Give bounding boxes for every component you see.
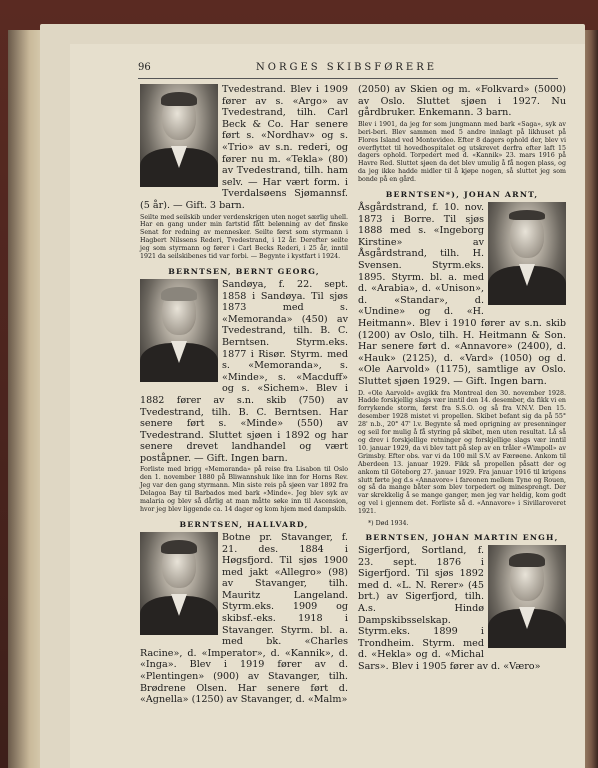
portrait-photo bbox=[140, 532, 218, 635]
entry-heading: BERNTSEN, HALLVARD, bbox=[179, 519, 309, 529]
entry-text: Åsgårdstrand, f. 10. nov. 1873 i Borre. Til sjøs 1888 med s. «Ingeborg Kirstine» av Åsgårdstrand, tilh. H. Svensen. Styrm.eks. 1895. Styrm. bl. a. med d. «Arabia», d. «Unison», d. «Standar», d. «Undine» og d. «H. Heitmann». Blev i 1910 fører av s.n. skib (1200) av Oslo, tilh. H. Heitmann & Son. Har senere ført d. «Annavore» (2400), d. «Hauk» (2125), d. «Vard» (1050) og d. «Ole Aarvold» (1175), samtlige av Oslo. Sluttet sjøen 1929. — Gift. Ingen barn. bbox=[358, 202, 566, 387]
portrait-photo bbox=[488, 545, 566, 648]
running-title: NORGES SKIBSFØRERE bbox=[256, 62, 438, 73]
entry-note: Seilte med seilskib under verdenskrigen uten noget særlig uhell. Har en gang under min fartstid fått belønning av det finske Senat for redning av mennesker. Seilte først som styrmann i Hagbert Nilssens Rederi, Tvedestrand, i 12 år. Derefter seilte jeg som styrmann og fører i Carl Becks Rederi, i 25 år, inntil 1921 da seilskibenes tid var forbi. — Begynte i kystfart i 1924. bbox=[140, 213, 348, 261]
portrait-photo bbox=[488, 202, 566, 305]
entry-note: Forliste med brigg «Memoranda» på reise fra Lisabon til Oslo den 1. november 1880 på Bliwannshuk like inn for Horns Rev. Jeg var den gang styrmann. Min siste reis på sjøen var 1892 fra Delagoa Bay til Barbados med bark «Minde». Jeg blev syk av malaria og blev så dårlig at man måtte søke inn til Ascension, hvor jeg blev liggende ca. 14 dager og kom hjem med dampskib. bbox=[140, 466, 348, 513]
page-header bbox=[138, 62, 558, 78]
entry-text: Tvedestrand. Blev i 1909 fører av s. «Argo» av Tvedestrand, tilh. Carl Beck & Co. Har senere ført s. «Nordhav» og s. «Trio» av s.n. rederi, og fører nu m. «Tekla» (80) av Tvedestrand, tilh. ham selv. — Har vært form. i Tverdalsøens Sjømannsf. (5 år). — Gift. 3 barn. bbox=[140, 84, 348, 211]
portrait-photo bbox=[140, 84, 218, 187]
header-rule bbox=[138, 78, 558, 79]
entry-note: Blev i 1901, da jeg for som jungmann med bark «Saga», syk av beri-beri. Blev sammen med 5 andre innlagt på likhuset på Flores Island ved Montevideo. Efter 8 dagers ophold der, blev vi overflyttet til hovedhospitalet og utskrevet derfra efter laft 15 dagers ophold. Torpedert med d. «Kannik» 23. mars 1916 på Havre Red. Sluttet sjøen da det blev umulig å få nogen plass, og da jeg ikke hadde midler til å kjøpe nogen, så sluttet jeg som bonde på en gård. bbox=[358, 120, 566, 184]
entry-text: Botne pr. Stavanger, f. 21. des. 1884 i Høgsfjord. Til sjøs 1900 med jakt «Allegro» (98) av Stavanger, tilh. Mauritz Langeland. Styrm.eks. 1909 og skibsf.-eks. 1918 i Stavanger. Styrm. bl. a. med bk. «Charles Racine», d. «Imperator», d. «Kannik», d. «Inga». Blev i 1919 fører av d. «Plentingen» (900) av Stavanger, tilh. Brødrene Olsen. Har senere ført d. «Agnella» (1250) av Stavanger, d. «Malm» bbox=[140, 531, 348, 706]
left-column bbox=[140, 84, 348, 706]
entry-heading: BERNTSEN, BERNT GEORG, bbox=[168, 266, 320, 276]
entry-heading: BERNTSEN*), JOHAN ARNT, bbox=[385, 190, 539, 200]
entry-heading: BERNTSEN, JOHAN MARTIN ENGH, bbox=[365, 533, 559, 543]
entry-note: D. «Ole Aarvold» avgikk fra Montreal den 30. november 1928. Hadde forskjellig slags vær inntil den 14. desember, da fikk vi en forrykende storm, først fra S.S.O. og så fra V.N.V. Den 15. desember 1928 mistet vi propellen. Skibet befant sig da på 55° 28' n.b., 20° 47' l.v. Begynte så med oprigning av presenninger og seil for mulig å få styring på skibet, men uten resultat. Lå så og drev i forskjellige retninger og forskjellige slags vær inntil 10. januar 1929, da vi blev tatt på slep av en tråler «Wimpoll» av Grimsby. Efter obs. var vi da 100 mil S.V. av Færøene. Ankom til Aberdeen 13. januar 1929. Fikk så propellen påsatt der og ankom til Göteborg 27. januar 1929. Fra januar 1916 til krigens slutt førte jeg d.s «Annavore» i fareonen mellem Tyne og Rouen, og så da mange båter som blev torpedert og minesprengt. Der var skrekkelig å se mange ganger, men jeg var heldig, kom godt og vel i gjennem det. Forliste så d. «Annavore» i Sivillaroveret 1921. bbox=[358, 389, 566, 516]
footnote: *) Død 1934. bbox=[368, 520, 409, 528]
page-number: 96 bbox=[138, 62, 151, 73]
portrait-photo bbox=[140, 279, 218, 382]
entry-text: Sandøya, f. 22. sept. 1858 i Sandøya. Til sjøs 1873 med s. «Memoranda» (450) av Tvedestrand, tilh. B. C. Berntsen. Styrm.eks. 1877 i Risør. Styrm. med s. «Memoranda», s. «Minde», s. «Macduff» og s. «Sichem». Blev i 1882 fører av s.n. skib (750) av Tvedestrand, tilh. B. C. Berntsen. Har senere ført s. «Minde» (550) av Tvedestrand. Sluttet sjøen i 1892 og har senere drevet landhandel og vært poståpner. — Gift. Ingen barn. bbox=[140, 278, 348, 464]
entry-text: (2050) av Skien og m. «Folkvard» (5000) av Oslo. Sluttet sjøen i 1927. Nu gårdbruker. Enkemann. 3 barn. bbox=[358, 84, 566, 119]
right-column bbox=[358, 84, 566, 673]
page-stack-left bbox=[8, 30, 44, 768]
entry-text: Sigerfjord, Sortland, f. 23. sept. 1876 i Sigerfjord. Til sjøs 1892 med d. «L. N. Rerer» (45 brt.) av Sigerfjord, tilh. A.s. Hindø Dampskibsselskap. Styrm.eks. 1899 i Trondheim. Styrm. med d. «Hekla» og d. «Michal Sars». Blev i 1905 fører av d. «Væro» bbox=[358, 545, 541, 672]
